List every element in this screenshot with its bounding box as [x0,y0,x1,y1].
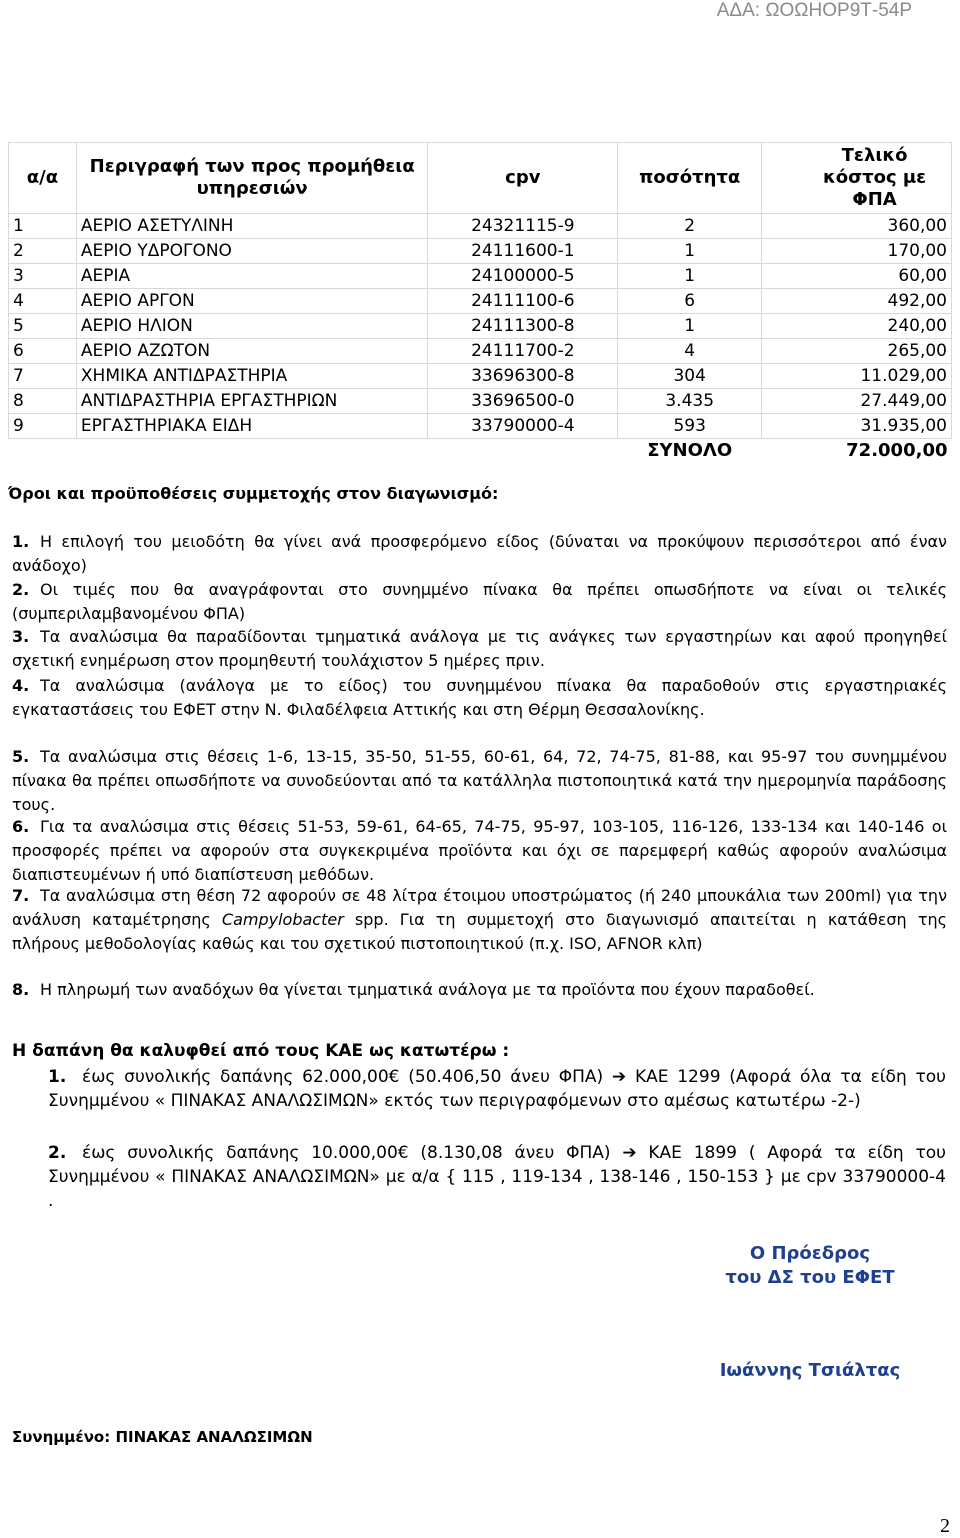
kae-item [48,1141,946,1213]
total-label: ΣΥΝΟΛΟ [647,440,733,461]
cell-cost: 492,00 [762,289,952,314]
term-item [12,815,947,887]
cell-cost: 240,00 [762,314,952,339]
term-number: 4. [12,676,30,695]
cell-quantity: 1 [618,314,762,339]
cell-quantity: 1 [618,264,762,289]
table-row [9,314,952,339]
term-text: Για τα αναλώσιμα στις θέσεις 51-53, 59-61, 64-65, 74-75, 95-97, 103-105, 116-126, 133-134 και 140-146 οι προσφορές πρέπει να αφορούν στα συγκεκριμένα προϊόντα και όχι σε παρεμφερή καθώς αφορούν αναλώσιμα διαπιστευμένων ή υπό διαπίστευση μεθόδων. [12,817,947,884]
cell-cost: 170,00 [762,239,952,264]
term-number: 8. [12,980,30,999]
cell-aa: 3 [9,264,77,289]
cell-quantity: 593 [618,414,762,439]
table-row [9,239,952,264]
cell-cost: 265,00 [762,339,952,364]
total-value: 72.000,00 [846,440,948,461]
term-item [12,978,947,1002]
table-total-row [9,439,952,464]
cell-cpv: 24111700-2 [428,339,618,364]
term-text: Οι τιμές που θα αναγράφονται στο συνημμένο πίνακα θα πρέπει οπωσδήποτε να είναι οι τελικές (συμπεριλαμβανομένου ΦΠΑ) [12,580,947,623]
term-item [12,578,947,626]
term-item [12,625,947,673]
term-number: 5. [12,747,30,766]
cell-quantity: 3.435 [618,389,762,414]
term-text-italic: Campylobacter [221,910,344,929]
term-number: 1. [12,532,30,551]
kae-title: Η δαπάνη θα καλυφθεί από τους ΚΑΕ ως κατωτέρω : [12,1041,510,1061]
table-row [9,389,952,414]
cell-cost: 27.449,00 [762,389,952,414]
cell-description: ΧΗΜΙΚΑ ΑΝΤΙΔΡΑΣΤΗΡΙΑ [76,364,428,389]
cell-cpv: 24111600-1 [428,239,618,264]
table-row [9,414,952,439]
cell-quantity: 1 [618,239,762,264]
col-header-cost: Τελικό κόστος με ΦΠΑ [762,143,952,214]
term-number: 3. [12,627,30,646]
table-row [9,214,952,239]
term-item [12,530,947,578]
term-text: Η πληρωμή των αναδόχων θα γίνεται τμηματικά ανάλογα με τα προϊόντα που έχουν παραδοθεί. [40,980,815,999]
cell-description: ΑΕΡΙΑ [76,264,428,289]
cell-description: ΑΕΡΙΟ ΑΡΓΟΝ [76,289,428,314]
cell-cpv: 24111300-8 [428,314,618,339]
kae-number: 1. [48,1067,67,1087]
cell-aa: 4 [9,289,77,314]
cell-description: ΑΕΡΙΟ ΥΔΡΟΓΟΝΟ [76,239,428,264]
term-item [12,884,947,956]
table-row [9,289,952,314]
kae-text: έως συνολικής δαπάνης 10.000,00€ (8.130,08 άνευ ΦΠΑ) ➔ ΚΑΕ 1899 ( Αφορά τα είδη του Συνημμένου « ΠΙΝΑΚΑΣ ΑΝΑΛΩΣΙΜΩΝ» με α/α { 115 , 119-134 , 138-146 , 150-153 } με cpv 33790000-4 . [48,1143,946,1211]
kae-item [48,1065,946,1113]
col-header-description: Περιγραφή των προς προμήθεια υπηρεσιών [76,143,428,214]
cell-description: ΑΕΡΙΟ ΑΖΩΤΟΝ [76,339,428,364]
cell-cpv: 24100000-5 [428,264,618,289]
term-text-part-b: spp. Για τη συμμετοχή στο διαγωνισμό απαιτείται η κατάθεση της πλήρους μεθοδολογίας καθώς και του σχετικού πιστοποιητικού (π.χ. ISO, AFNOR κλπ) [12,910,948,953]
term-number: 2. [12,580,30,599]
term-text: Τα αναλώσιμα θα παραδίδονται τμηματικά ανάλογα με τις ανάγκες των εργαστηρίων και αφού προηγηθεί σχετική ενημέρωση στον προμηθευτή τουλάχιστον 5 ημέρες πριν. [12,627,947,670]
cell-cost: 60,00 [762,264,952,289]
term-item [12,745,947,817]
table-header-row [9,143,952,214]
cell-cpv: 33696300-8 [428,364,618,389]
cell-description: ΑΕΡΙΟ ΗΛΙΟΝ [76,314,428,339]
cell-description: ΑΝΤΙΔΡΑΣΤΗΡΙΑ ΕΡΓΑΣΤΗΡΙΩΝ [76,389,428,414]
cell-aa: 1 [9,214,77,239]
table-row [9,339,952,364]
cell-aa: 6 [9,339,77,364]
items-table [8,142,952,463]
term-number: 6. [12,817,30,836]
cell-cpv: 24111100-6 [428,289,618,314]
col-header-aa: α/α [9,143,77,214]
cell-aa: 8 [9,389,77,414]
ada-header: ΑΔΑ: ΩΟΩΗΟΡ9Τ-54Ρ [716,0,912,21]
term-number: 7. [12,886,30,905]
cell-quantity: 6 [618,289,762,314]
cell-cpv: 33696500-0 [428,389,618,414]
cell-quantity: 4 [618,339,762,364]
cell-aa: 2 [9,239,77,264]
kae-number: 2. [48,1143,67,1163]
cell-description: ΕΡΓΑΣΤΗΡΙΑΚΑ ΕΙΔΗ [76,414,428,439]
cell-cpv: 33790000-4 [428,414,618,439]
term-text [12,886,947,953]
cell-cost: 31.935,00 [762,414,952,439]
attachment-note: Συνημμένο: ΠΙΝΑΚΑΣ ΑΝΑΛΩΣΙΜΩΝ [12,1428,313,1446]
col-header-quantity: ποσότητα [618,143,762,214]
cell-cost: 11.029,00 [762,364,952,389]
term-text: Τα αναλώσιμα (ανάλογα με το είδος) του συνημμένου πίνακα θα παραδοθούν στις εργαστηριακές εγκαταστάσεις του ΕΦΕΤ στην Ν. Φιλαδέλφεια Αττικής και στη Θέρμη Θεσσαλονίκης. [12,676,947,719]
kae-text: έως συνολικής δαπάνης 62.000,00€ (50.406,50 άνευ ΦΠΑ) ➔ ΚΑΕ 1299 (Αφορά όλα τα είδη του Συνημμένου « ΠΙΝΑΚΑΣ ΑΝΑΛΩΣΙΜΩΝ» εκτός των περιγραφόμενων στο αμέσως κατωτέρω -2-) [48,1067,946,1111]
cell-quantity: 304 [618,364,762,389]
table-row [9,364,952,389]
cell-cost: 360,00 [762,214,952,239]
signature-role [700,1242,920,1290]
signature-role-line2: του ΔΣ του ΕΦΕΤ [725,1267,895,1288]
term-text: Τα αναλώσιμα στις θέσεις 1-6, 13-15, 35-50, 51-55, 60-61, 64, 72, 74-75, 81-88, και 95-97 του συνημμένου πίνακα θα πρέπει οπωσδήποτε να συνοδεύονται από τα κατάλληλα πιστοποιητικά κατά την ημερομηνία παράδοσης τους. [12,747,947,814]
term-item [12,674,947,722]
term-text: Η επιλογή του μειοδότη θα γίνει ανά προσφερόμενο είδος (δύναται να προκύψουν περισσότεροι από έναν ανάδοχο) [12,532,947,575]
cell-cpv: 24321115-9 [428,214,618,239]
terms-title: Όροι και προϋποθέσεις συμμετοχής στον διαγωνισμό: [8,484,499,503]
cell-description: ΑΕΡΙΟ ΑΣΕΤΥΛΙΝΗ [76,214,428,239]
page-number: 2 [940,1515,950,1537]
signature-role-line1: Ο Πρόεδρος [749,1243,871,1264]
cell-aa: 9 [9,414,77,439]
term-text-part-a: Τα αναλώσιμα στη θέση 72 αφορούν σε 48 λίτρα έτοιμου υποστρώματος (ή 240 μπουκάλια των 200ml) για την ανάλυση καταμέτρησης [12,886,947,929]
table-row [9,264,952,289]
col-header-cpv: cpv [428,143,618,214]
cell-quantity: 2 [618,214,762,239]
signature-name: Ιωάννης Τσιάλτας [719,1360,901,1381]
cell-aa: 7 [9,364,77,389]
cell-aa: 5 [9,314,77,339]
